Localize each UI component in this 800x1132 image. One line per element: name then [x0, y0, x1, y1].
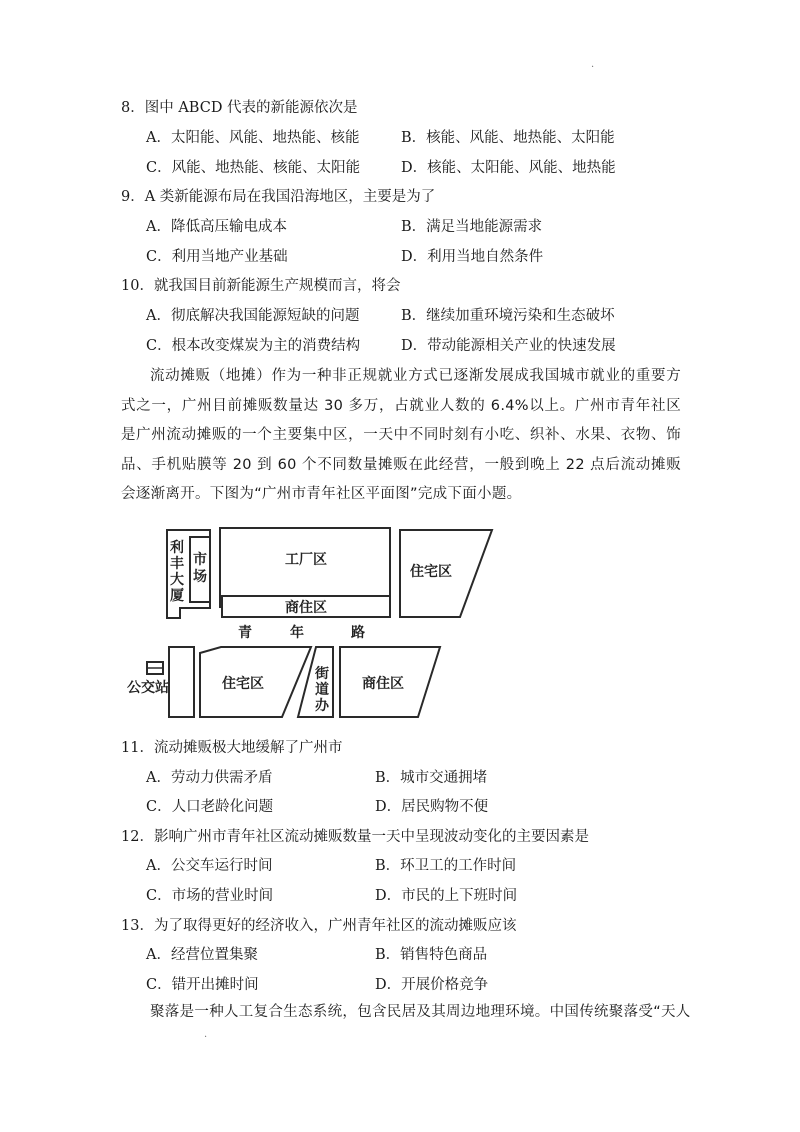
road-char-2: 年 — [290, 625, 304, 641]
lifeng-char-2: 丰 — [170, 556, 184, 572]
question-10-stem: 10．就我国目前新能源生产规模而言，将会 — [121, 278, 401, 294]
q11-option-d[interactable]: D．居民购物不便 — [375, 799, 489, 815]
q13-option-d[interactable]: D．开展价格竞争 — [375, 977, 489, 993]
q10-option-a[interactable]: A．彻底解决我国能源短缺的问题 — [146, 308, 360, 324]
q13-option-a[interactable]: A．经营位置集聚 — [146, 947, 258, 963]
bus-stop-label: 公交站 — [127, 680, 169, 696]
market-char-2: 场 — [193, 569, 207, 585]
q9-option-c[interactable]: C．利用当地产业基础 — [146, 249, 288, 265]
q8-option-c[interactable]: C．风能、地热能、核能、太阳能 — [146, 160, 361, 176]
passage-text: 流动摊贩（地摊）作为一种非正规就业方式已逐渐发展成我国城市就业的重要方式之一，广州目前摊贩数量达 30 多万，占就业人数的 6.4%以上。广州市青年社区是广州流动摊贩的一个主要集中区，一天中不同时刻有小吃、织补、水果、衣物、饰品、手机贴膜等 20 到 60 个不同数量摊贩在此经营，一般到晚上 22 点后流动摊贩会逐渐离开。下图为“广州市青年社区平面图”完成下面小题。 — [121, 368, 681, 502]
road-char-3: 路 — [351, 625, 365, 641]
lifeng-char-3: 大 — [170, 572, 184, 588]
bus-stop-block — [169, 647, 194, 717]
passage-2-text: 聚落是一种人工复合生态系统，包含民居及其周边地理环境。中国传统聚落受“天人 — [150, 1004, 691, 1020]
bottom-mark: · — [204, 1032, 208, 1043]
community-map — [0, 520, 800, 760]
q11-option-c[interactable]: C．人口老龄化问题 — [146, 799, 274, 815]
commercial-n-label: 商住区 — [285, 600, 327, 616]
question-13-stem: 13．为了取得更好的经济收入，广州青年社区的流动摊贩应该 — [121, 918, 517, 934]
corner-mark: · — [591, 62, 595, 73]
q8-option-b[interactable]: B．核能、风能、地热能、太阳能 — [401, 130, 615, 146]
market-char-1: 市 — [193, 552, 207, 568]
street-office-char-3: 办 — [315, 698, 329, 714]
street-office-char-1: 街 — [315, 666, 329, 682]
q8-option-a[interactable]: A．太阳能、风能、地热能、核能 — [146, 130, 360, 146]
q12-option-b[interactable]: B．环卫工的工作时间 — [375, 858, 517, 874]
q12-option-c[interactable]: C．市场的营业时间 — [146, 888, 274, 904]
residential-ne-label: 住宅区 — [410, 564, 452, 580]
q10-option-b[interactable]: B．继续加重环境污染和生态破坏 — [401, 308, 615, 324]
q8-option-d[interactable]: D．核能、太阳能、风能、地热能 — [401, 160, 616, 176]
question-11-stem: 11．流动摊贩极大地缓解了广州市 — [121, 740, 343, 756]
q12-option-d[interactable]: D．市民的上下班时间 — [375, 888, 518, 904]
q10-option-d[interactable]: D．带动能源相关产业的快速发展 — [401, 338, 616, 354]
q9-option-a[interactable]: A．降低高压输电成本 — [146, 219, 287, 235]
residential-s-label: 住宅区 — [222, 676, 264, 692]
q9-option-b[interactable]: B．满足当地能源需求 — [401, 219, 543, 235]
q9-option-d[interactable]: D．利用当地自然条件 — [401, 249, 544, 265]
q13-option-b[interactable]: B．销售特色商品 — [375, 947, 488, 963]
q11-option-a[interactable]: A．劳动力供需矛盾 — [146, 770, 273, 786]
commercial-s-label: 商住区 — [362, 676, 404, 692]
q11-option-b[interactable]: B．城市交通拥堵 — [375, 770, 488, 786]
question-8-stem: 8．图中 ABCD 代表的新能源依次是 — [121, 100, 358, 116]
street-office-char-2: 道 — [315, 682, 329, 698]
question-12-stem: 12．影响广州市青年社区流动摊贩数量一天中呈现波动变化的主要因素是 — [121, 829, 589, 845]
q10-option-c[interactable]: C．根本改变煤炭为主的消费结构 — [146, 338, 361, 354]
q12-option-a[interactable]: A．公交车运行时间 — [146, 858, 273, 874]
lifeng-char-1: 利 — [170, 540, 184, 556]
question-9-stem: 9．A 类新能源布局在我国沿海地区，主要是为了 — [121, 189, 436, 205]
road-char-1: 青 — [238, 625, 252, 641]
lifeng-char-4: 厦 — [170, 588, 184, 604]
factory-label: 工厂区 — [285, 552, 327, 568]
q13-option-c[interactable]: C．错开出摊时间 — [146, 977, 259, 993]
